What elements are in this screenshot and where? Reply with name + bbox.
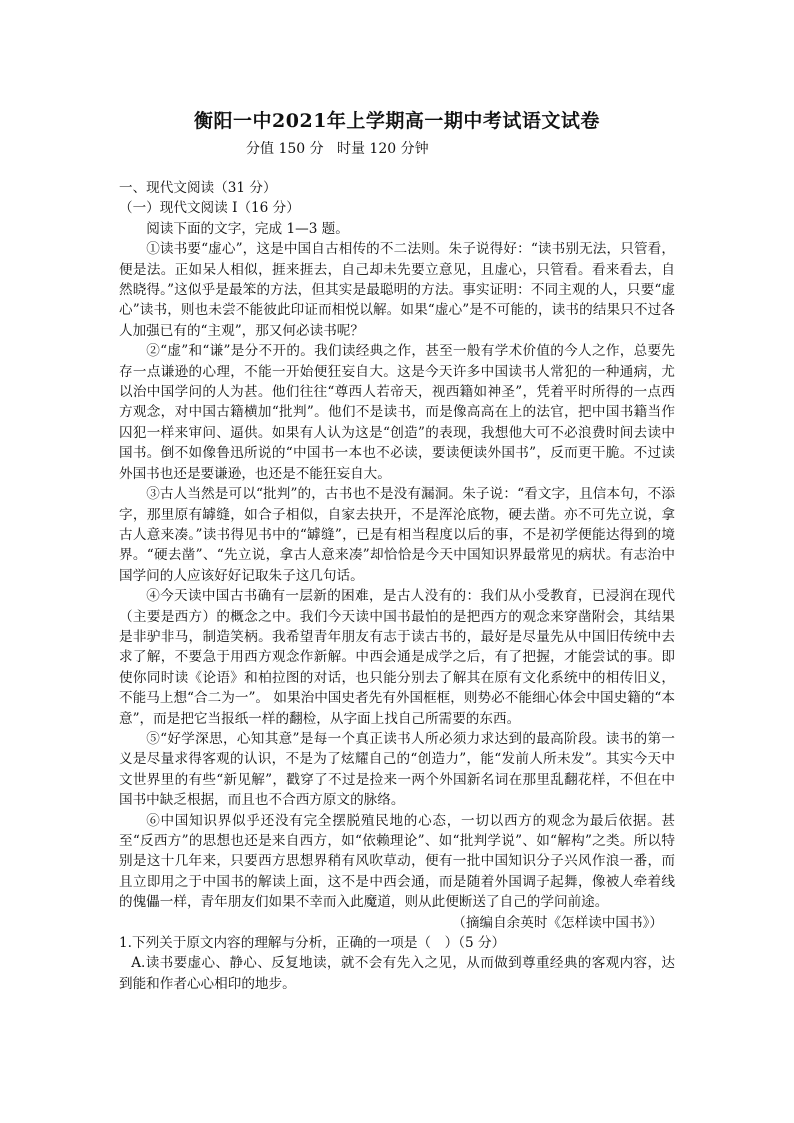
passage-paragraph-2: ②“虚”和“谦”是分不开的。我们读经典之作，甚至一般有学术价值的今人之作，总要先存一点谦逊的心理，不能一开始便狂妄自大。这是今天许多中国读书人常犯的一种通病，尤以治中国学问的人为甚。他们往往“尊西人若帝天，视西籍如神圣”，凭着平时所得的一点西方观念，对中国古籍横加“批判”。他们不是读书，而是像高高在上的法官，把中国书籍当作囚犯一样来审问、逼供。如果有人认为这是“创造”的表现，我想他大可不必浪费时间去读中国书。倒不如像鲁迅所说的“中国书一本也不必读，要读便读外国书”，反而更干脆。不过读外国书也还是要谦逊，也还是不能狂妄自大。 <box>119 343 675 482</box>
passage-paragraph-6: ⑥中国知识界似乎还没有完全摆脱殖民地的心态，一切以西方的观念为最后依据。甚至“反西方”的思想也还是来自西方，如“依赖理论”、如“批判学说”、如“解构”之类。所以特别是这十几年来，只要西方思想界稍有风吹草动，便有一批中国知识分子兴风作浪一番，而且立即用之于中国书的解读上面，这不是中西会通，而是随着外国调子起舞，像被人牵着线的傀儡一样，青年朋友们如果不幸而入此魔道，则从此便断送了自己的学问前途。 <box>119 812 675 911</box>
section-heading: 一、现代文阅读（31 分） <box>119 180 277 196</box>
reading-instruction: 阅读下面的文字，完成 1—3 题。 <box>146 220 349 237</box>
section-subheading: （一）现代文阅读 I（16 分） <box>119 200 300 217</box>
passage-paragraph-5: ⑤“好学深思，心知其意”是每一个真正读书人所必须力求达到的最高阶段。读书的第一义是尽量求得客观的认识，不是为了炫耀自己的“创造力”，能“发前人所未发”。其实今天中文世界里的有些“新见解”，戳穿了不过是捡来一两个外国新名词在那里乱翻花样，不但在中国书中缺乏根据，而且也不合西方原文的脉络。 <box>119 730 675 809</box>
passage-source: （摘编自余英时《怎样读中国书》） <box>452 914 663 931</box>
exam-content <box>119 178 675 994</box>
exam-info: 分值 150 分 时量 120 分钟 <box>246 141 429 157</box>
question-1-stem: 1.下列关于原文内容的理解与分析，正确的一项是（ ）（5 分） <box>119 935 506 952</box>
page-title: 衡阳一中2021年上学期高一期中考试语文试卷 <box>194 110 600 132</box>
passage-paragraph-4: ④今天读中国古书确有一层新的困难，是古人没有的：我们从小受教育，已浸润在现代（主要是西方）的概念之中。我们今天读中国书最怕的是把西方的观念来穿凿附会，其结果是非驴非马，制造笑柄。我希望青年朋友有志于读古书的，最好是尽量先从中国旧传统中去求了解，不要急于用西方观念作新解。中西会通是成学之后，有了把握，才能尝试的事。即使你同时读《论语》和柏拉图的对话，也只能分别去了解其在原有文化系统中的相传旧义，不能马上想“合二为一”。 如果治中国史者先有外国框框，则势必不能细心体会中国史籍的“本意”，而是把它当报纸一样的翻检，从字面上找自己所需要的东西。 <box>119 588 675 727</box>
passage-paragraph-3: ③古人当然是可以“批判”的，古书也不是没有漏洞。朱子说：“看文字，且信本句，不添字，那里原有罅缝，如合子相似，自家去抉开，不是浑沦底物，硬去凿。亦不可先立说，拿古人意来凑。”读书得见书中的“罅缝”，已是有相当程度以后的事，不是初学便能达得到的境界。“硬去凿”、“先立说，拿古人意来凑”却恰恰是今天中国知识界最常见的病状。有志治中国学问的人应该好好记取朱子这几句话。 <box>119 486 675 584</box>
passage-paragraph-1: ①读书要“虚心”，这是中国自古相传的不二法则。朱子说得好：“读书别无法，只管看，便是法。正如呆人相似，捱来捱去，自己却未先要立意见，且虚心，只管看。看来看去，自然晓得。”这似乎是最笨的方法，但其实是最聪明的方法。事实证明：不同主观的人，只要“虚心”读书，则也未尝不能彼此印证而相悦以解。如果“虚心”是不可能的，读书的结果只不过各人加强已有的“主观”，那又何必读书呢？ <box>119 241 675 339</box>
question-1-option-a: A.读书要虚心、静心、反复地读，就不会有先入之见，从而做到尊重经典的客观内容，达到能和作者心心相印的地步。 <box>119 955 675 992</box>
